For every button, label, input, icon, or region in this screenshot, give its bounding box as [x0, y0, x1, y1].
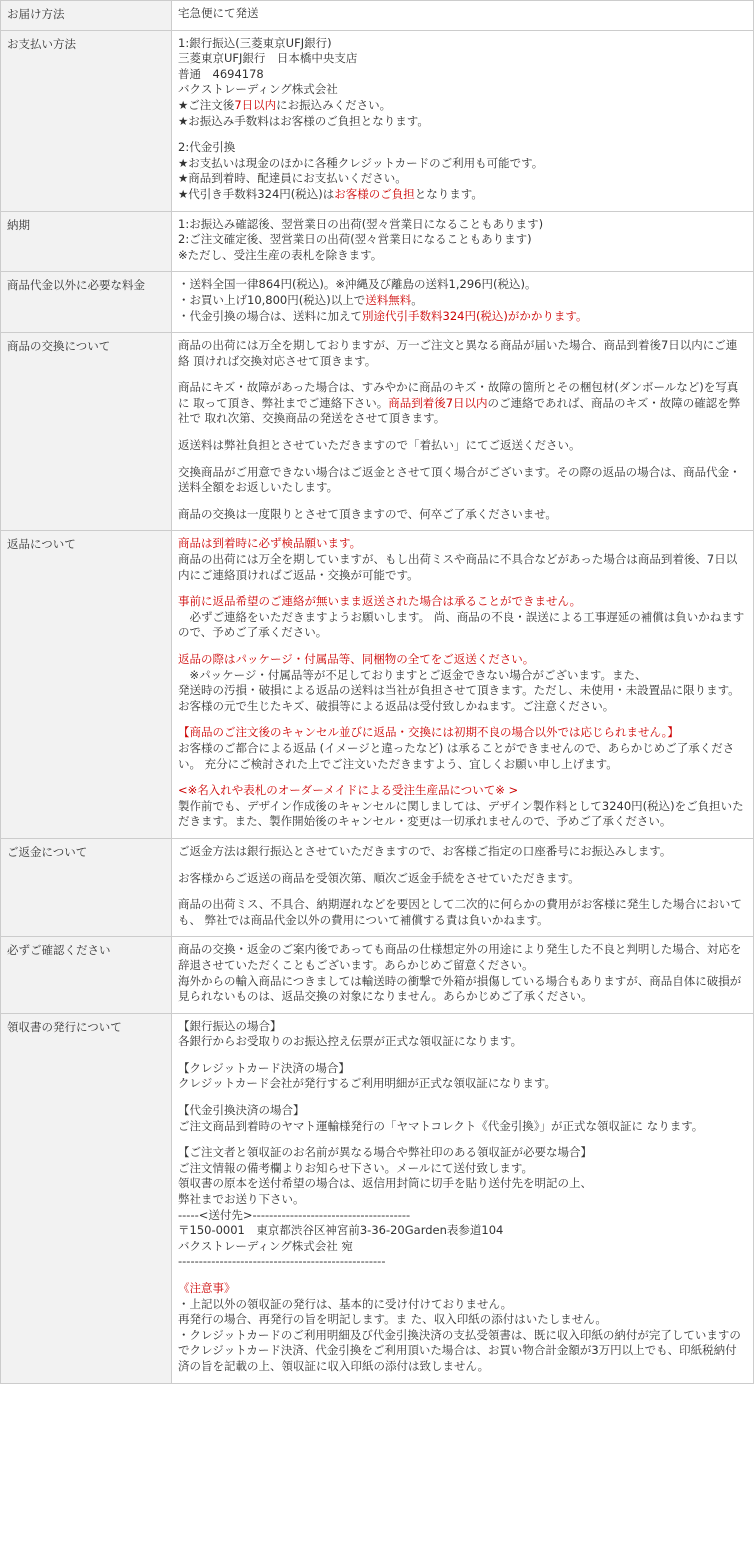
paragraph	[178, 799, 748, 830]
text-segment: にお振込みください。	[276, 97, 392, 112]
text-segment: ★商品到着時、配達員にお支払いください。	[178, 171, 407, 186]
text-segment: 商品の出荷には万全を期していますが、もし出荷ミスや商品に不具合などがあった場合は商品到着後、7日以内にご連絡頂ければご返品・交換が可能です。	[178, 552, 738, 582]
text-segment: 商品の出荷には万全を期しておりますが、万一ご注文と異なる商品が届いた場合、商品到着後7日以内にご連絡 頂ければ交換対応させて頂きます。	[178, 338, 738, 368]
row-content	[172, 1013, 754, 1383]
info-row	[1, 838, 754, 936]
row-content	[172, 531, 754, 839]
paragraph	[178, 380, 748, 427]
info-row	[1, 333, 754, 531]
paragraph	[178, 1239, 748, 1255]
spacer	[178, 714, 748, 725]
spacer	[178, 129, 748, 140]
paragraph	[178, 309, 748, 325]
paragraph	[178, 465, 748, 496]
paragraph	[178, 652, 748, 668]
text-segment: 商品にキズ・故障があった場合は、すみやかに商品のキズ・故障の箇所とその梱包材(ダンボールなど)を写真に 取って頂き、弊社までご連絡下さい。	[178, 380, 739, 410]
row-content	[172, 211, 754, 272]
paragraph	[178, 1076, 748, 1092]
text-segment: 商品の交換は一度限りとさせて頂きますので、何卒ご了承くださいませ。	[178, 506, 557, 521]
highlight-text: 送料無料	[365, 292, 412, 307]
paragraph	[178, 114, 748, 130]
text-segment: のご連絡であれば、商品のキズ・故障の確認を弊社で 取れ次第、交換商品の発送をさせて頂きます。	[178, 395, 741, 426]
paragraph	[178, 36, 748, 52]
info-row	[1, 30, 754, 211]
paragraph	[178, 1254, 748, 1270]
info-table-body	[1, 1, 754, 1384]
paragraph	[178, 1061, 748, 1077]
text-segment: 再発行の場合、再発行の旨を明記します。ま た、収入印紙の添付はいたしません。	[178, 1312, 607, 1327]
text-segment: バクストレーディング株式会社 宛	[178, 1238, 353, 1253]
row-label: お届け方法	[1, 1, 172, 31]
highlight-text: <※名入れや表札のオーダーメイドによる受注生産品について※ >	[178, 783, 519, 798]
paragraph	[178, 1119, 748, 1135]
spacer	[178, 1092, 748, 1103]
info-row	[1, 211, 754, 272]
text-segment: 製作前でも、デザイン作成後のキャンセルに関しましては、デザイン製作料として3240円(税込)をご負担いただきます。また、製作開始後のキャンセル・変更は一切承れませんので、予めご了承ください。	[178, 798, 744, 829]
paragraph	[178, 1223, 748, 1239]
text-segment: 2:代金引換	[178, 140, 236, 155]
text-segment: 三菱東京UFJ銀行 日本橋中央支店	[178, 51, 358, 66]
highlight-text: お客様のご負担	[334, 186, 415, 201]
text-segment: 商品の交換・返金のご案内後であっても商品の仕様想定外の用途により発生した不良と判明した場合、対応を辞退させていただくこともございます。あらかじめご留意ください。	[178, 942, 742, 972]
text-segment: となります。	[414, 186, 483, 201]
text-segment: ★ご注文後	[178, 97, 235, 112]
text-segment: ・クレジットカードのご利用明細及び代金引換決済の支払受領書は、既に収入印紙の納付が完了していますのでクレジットカード決済、代金引換をご利用頂いた場合は、お買い物合計金額が3万円以上でも、印紙税納付済の旨を記載の上、領収証に収入印紙の添付は致しません。	[178, 1327, 741, 1373]
row-content	[172, 333, 754, 531]
paragraph	[178, 536, 748, 552]
paragraph	[178, 783, 748, 799]
paragraph	[178, 844, 748, 860]
paragraph	[178, 67, 748, 83]
text-segment: ・上記以外の領収証の発行は、基本的に受け付けておりません。	[178, 1296, 513, 1311]
text-segment: クレジットカード会社が発行するご利用明細が正式な領収証になります。	[178, 1076, 556, 1091]
paragraph	[178, 974, 748, 1005]
paragraph	[178, 1312, 748, 1328]
text-segment: ご注文情報の備考欄よりお知らせ下さい。メールにて送付致します。	[178, 1160, 534, 1175]
text-segment: ・送料全国一律864円(税込)。※沖縄及び離島の送料1,296円(税込)。	[178, 277, 537, 292]
paragraph	[178, 594, 748, 610]
text-segment: お客様からご返送の商品を受領次第、順次ご返金手続をさせていただきます。	[178, 870, 580, 885]
paragraph	[178, 82, 748, 98]
info-row	[1, 1013, 754, 1383]
info-row	[1, 272, 754, 333]
text-segment: -----<送付先>--------------------------------------	[178, 1207, 411, 1222]
text-segment: 領収書の原本を送付希望の場合は、返信用封筒に切手を貼り送付先を明記の上、	[178, 1176, 592, 1191]
info-row	[1, 1, 754, 31]
text-segment: 返送料は弊社負担とさせていただきますので「着払い」にてご返送ください。	[178, 438, 581, 453]
text-segment: 。	[411, 292, 423, 307]
paragraph	[178, 217, 748, 233]
paragraph	[178, 248, 748, 264]
text-segment: 発送時の汚損・破損による返品の送料は当社が負担させて頂きます。ただし、未使用・未設置品に限ります。お客様の元で生じたキズ、破損等による返品は受付致しかねます。ご注意ください。	[178, 683, 740, 713]
spacer	[178, 1134, 748, 1145]
paragraph	[178, 1297, 748, 1313]
spacer	[178, 886, 748, 897]
row-label: 商品の交換について	[1, 333, 172, 531]
row-label: 必ずご確認ください	[1, 937, 172, 1013]
text-segment: 宅急便にて発送	[178, 6, 259, 20]
paragraph	[178, 871, 748, 887]
row-label: 返品について	[1, 531, 172, 839]
text-segment: バクストレーディング株式会社	[178, 82, 338, 97]
row-content	[172, 1, 754, 31]
text-segment: 【クレジットカード決済の場合】	[178, 1060, 350, 1075]
text-segment: 1:銀行振込(三菱東京UFJ銀行)	[178, 35, 332, 50]
paragraph	[178, 1145, 748, 1161]
paragraph	[178, 293, 748, 309]
text-segment: ★お支払いは現金のほかに各種クレジットカードのご利用も可能です。	[178, 155, 544, 170]
text-segment: 1:お振込み確認後、翌営業日の出荷(翌々営業日になることもあります)	[178, 216, 544, 231]
spacer	[178, 496, 748, 507]
paragraph	[178, 1328, 748, 1375]
text-segment: --------------------------------------------------	[178, 1254, 386, 1269]
paragraph	[178, 1192, 748, 1208]
highlight-text: 事前に返品希望のご連絡が無いまま返送された場合は承ることができません。	[178, 594, 582, 609]
info-row	[1, 937, 754, 1013]
paragraph	[178, 1281, 748, 1297]
spacer	[178, 454, 748, 465]
row-label: 領収書の発行について	[1, 1013, 172, 1383]
text-segment: 商品の出荷ミス、不具合、納期遅れなどを要因として二次的に何らかの費用がお客様に発生した場合においても、 弊社では商品代金以外の費用について補償する責は負いかねます。	[178, 897, 742, 927]
spacer	[178, 860, 748, 871]
row-content	[172, 272, 754, 333]
text-segment: 【銀行振込の場合】	[178, 1018, 282, 1033]
paragraph	[178, 668, 748, 684]
info-row	[1, 531, 754, 839]
paragraph	[178, 725, 748, 741]
text-segment: 〒150-0001 東京都渋谷区神宮前3-36-20Garden表参道104	[178, 1223, 504, 1238]
text-segment: 各銀行からお受取りのお振込控え伝票が正式な領収証になります。	[178, 1034, 523, 1049]
spacer	[178, 427, 748, 438]
paragraph	[178, 232, 748, 248]
text-segment: 【ご注文者と領収証のお名前が異なる場合や弊社印のある領収証が必要な場合】	[178, 1145, 592, 1160]
paragraph	[178, 610, 748, 641]
paragraph	[178, 1208, 748, 1224]
spacer	[178, 1270, 748, 1281]
row-content	[172, 937, 754, 1013]
paragraph	[178, 187, 748, 203]
highlight-text: 別途代引手数料324円(税込)がかかります。	[362, 308, 588, 323]
paragraph	[178, 1176, 748, 1192]
paragraph	[178, 6, 748, 22]
spacer	[178, 641, 748, 652]
text-segment: 必ずご連絡をいただきますようお願いします。 尚、商品の不良・誤送による工事遅延の補償は負いかねますので、予めご了承ください。	[178, 609, 745, 640]
row-content	[172, 838, 754, 936]
highlight-text: 返品の際はパッケージ・付属品等、同梱物の全てをご返送ください。	[178, 652, 535, 666]
paragraph	[178, 51, 748, 67]
paragraph	[178, 1103, 748, 1119]
paragraph	[178, 171, 748, 187]
row-label: ご返金について	[1, 838, 172, 936]
paragraph	[178, 741, 748, 772]
paragraph	[178, 1019, 748, 1035]
row-label: 商品代金以外に必要な料金	[1, 272, 172, 333]
text-segment: ご返金方法は銀行振込とさせていただきますので、お客様ご指定の口座番号にお振込みします。	[178, 843, 672, 858]
row-label: お支払い方法	[1, 30, 172, 211]
paragraph	[178, 897, 748, 928]
text-segment: お客様のご都合による返品 (イメージと違ったなど) は承ることができませんので、あらかじめご了承ください。 充分にご検討された上でご注文いただきますよう、宜しくお願い申し上げます。	[178, 740, 735, 771]
paragraph	[178, 1161, 748, 1177]
paragraph	[178, 942, 748, 973]
text-segment: 【代金引換決済の場合】	[178, 1103, 305, 1118]
text-segment: ・お買い上げ10,800円(税込)以上で	[178, 292, 366, 307]
spacer	[178, 583, 748, 594]
row-label: 納期	[1, 211, 172, 272]
text-segment: ※ただし、受注生産の表札を除きます。	[178, 247, 383, 262]
paragraph	[178, 438, 748, 454]
text-segment: ・代金引換の場合は、送料に加えて	[178, 308, 362, 323]
paragraph	[178, 507, 748, 523]
highlight-text: 《注意事》	[178, 1281, 236, 1295]
text-segment: 2:ご注文確定後、翌営業日の出荷(翌々営業日になることもあります)	[178, 232, 532, 247]
paragraph	[178, 1034, 748, 1050]
spacer	[178, 369, 748, 380]
text-segment: ★代引き手数料324円(税込)は	[178, 186, 335, 201]
spacer	[178, 1050, 748, 1061]
text-segment: ※パッケージ・付属品等が不足しておりますとご返金できない場合がございます。また、	[178, 667, 647, 682]
highlight-text: 【商品のご注文後のキャンセル並びに返品・交換には初期不良の場合以外では応じられません。】	[178, 725, 679, 740]
paragraph	[178, 552, 748, 583]
text-segment: 海外からの輸入商品につきましては輸送時の衝撃で外箱が損傷している場合もありますが、商品自体に破損が見られないものは、返品交換の対象になりません。あらかじめご了承ください。	[178, 973, 742, 1004]
paragraph	[178, 277, 748, 293]
paragraph	[178, 140, 748, 156]
highlight-text: 7日以内	[234, 97, 277, 112]
text-segment: ★お振込み手数料はお客様のご負担となります。	[178, 113, 429, 128]
paragraph	[178, 338, 748, 369]
text-segment: 交換商品がご用意できない場合はご返金とさせて頂く場合がございます。その際の返品の場合は、商品代金・送料全額をお返しいたします。	[178, 464, 741, 495]
text-segment: 普通 4694178	[178, 66, 264, 81]
paragraph	[178, 98, 748, 114]
row-content	[172, 30, 754, 211]
paragraph	[178, 156, 748, 172]
paragraph	[178, 683, 748, 714]
text-segment: 弊社までお送り下さい。	[178, 1192, 305, 1207]
highlight-text: 商品は到着時に必ず検品願います。	[178, 536, 362, 551]
spacer	[178, 772, 748, 783]
text-segment: ご注文商品到着時のヤマト運輸様発行の「ヤマトコレクト《代金引換》」が正式な領収証に なります。	[178, 1118, 704, 1133]
highlight-text: 商品到着後7日以内	[388, 395, 488, 410]
